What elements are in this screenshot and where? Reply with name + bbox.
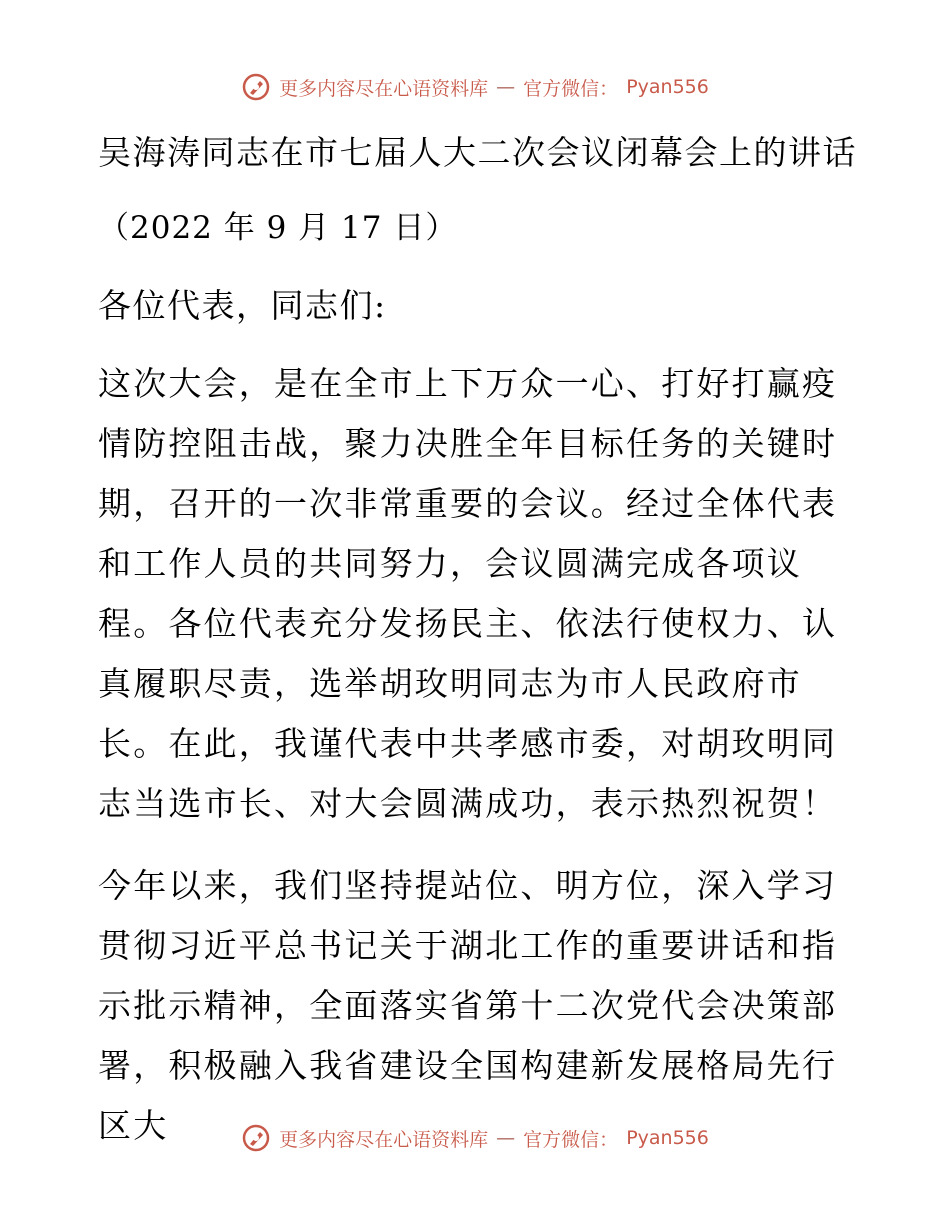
watermark-main-text: 更多内容尽在心语资料库	[279, 77, 489, 100]
watermark-channel-text: 官方微信：	[523, 77, 619, 100]
footer-watermark	[0, 1123, 950, 1153]
document-greeting: 各位代表，同志们:	[98, 286, 387, 325]
document-date: （2022 年 9 月 17 日）	[98, 210, 458, 246]
pen-seal-icon	[241, 72, 271, 102]
paragraph: 这次大会，是在全市上下万众一心、打好打赢疫情防控阻击战，聚力决胜全年目标任务的关键时期，召开的一次非常重要的会议。经过全体代表和工作人员的共同努力，会议圆满完成各项议程。各位代表充分发扬民主、依法行使权力、认真履职尽责，选举胡玫明同志为市人民政府市长。在此，我谨代表中共孝感市委，对胡玫明同志当选市长、对大会圆满成功，表示热烈祝贺！	[98, 364, 838, 823]
watermark-id: Pyan556	[626, 76, 709, 98]
watermark-id: Pyan556	[626, 1127, 709, 1149]
watermark-channel-text: 官方微信：	[523, 1128, 619, 1151]
header-watermark	[0, 72, 950, 102]
watermark-separator: —	[496, 1127, 516, 1149]
pen-seal-icon	[241, 1123, 271, 1153]
watermark-separator: —	[496, 76, 516, 98]
watermark-main-text: 更多内容尽在心语资料库	[279, 1128, 489, 1151]
paragraph: 今年以来，我们坚持提站位、明方位，深入学习贯彻习近平总书记关于湖北工作的重要讲话和指示批示精神，全面落实省第十二次党代会决策部署，积极融入我省建设全国构建新发展格局先行区大	[98, 866, 838, 1145]
document-body	[98, 124, 858, 1178]
document-title: 吴海涛同志在市七届人大二次会议闭幕会上的讲话	[98, 133, 857, 172]
